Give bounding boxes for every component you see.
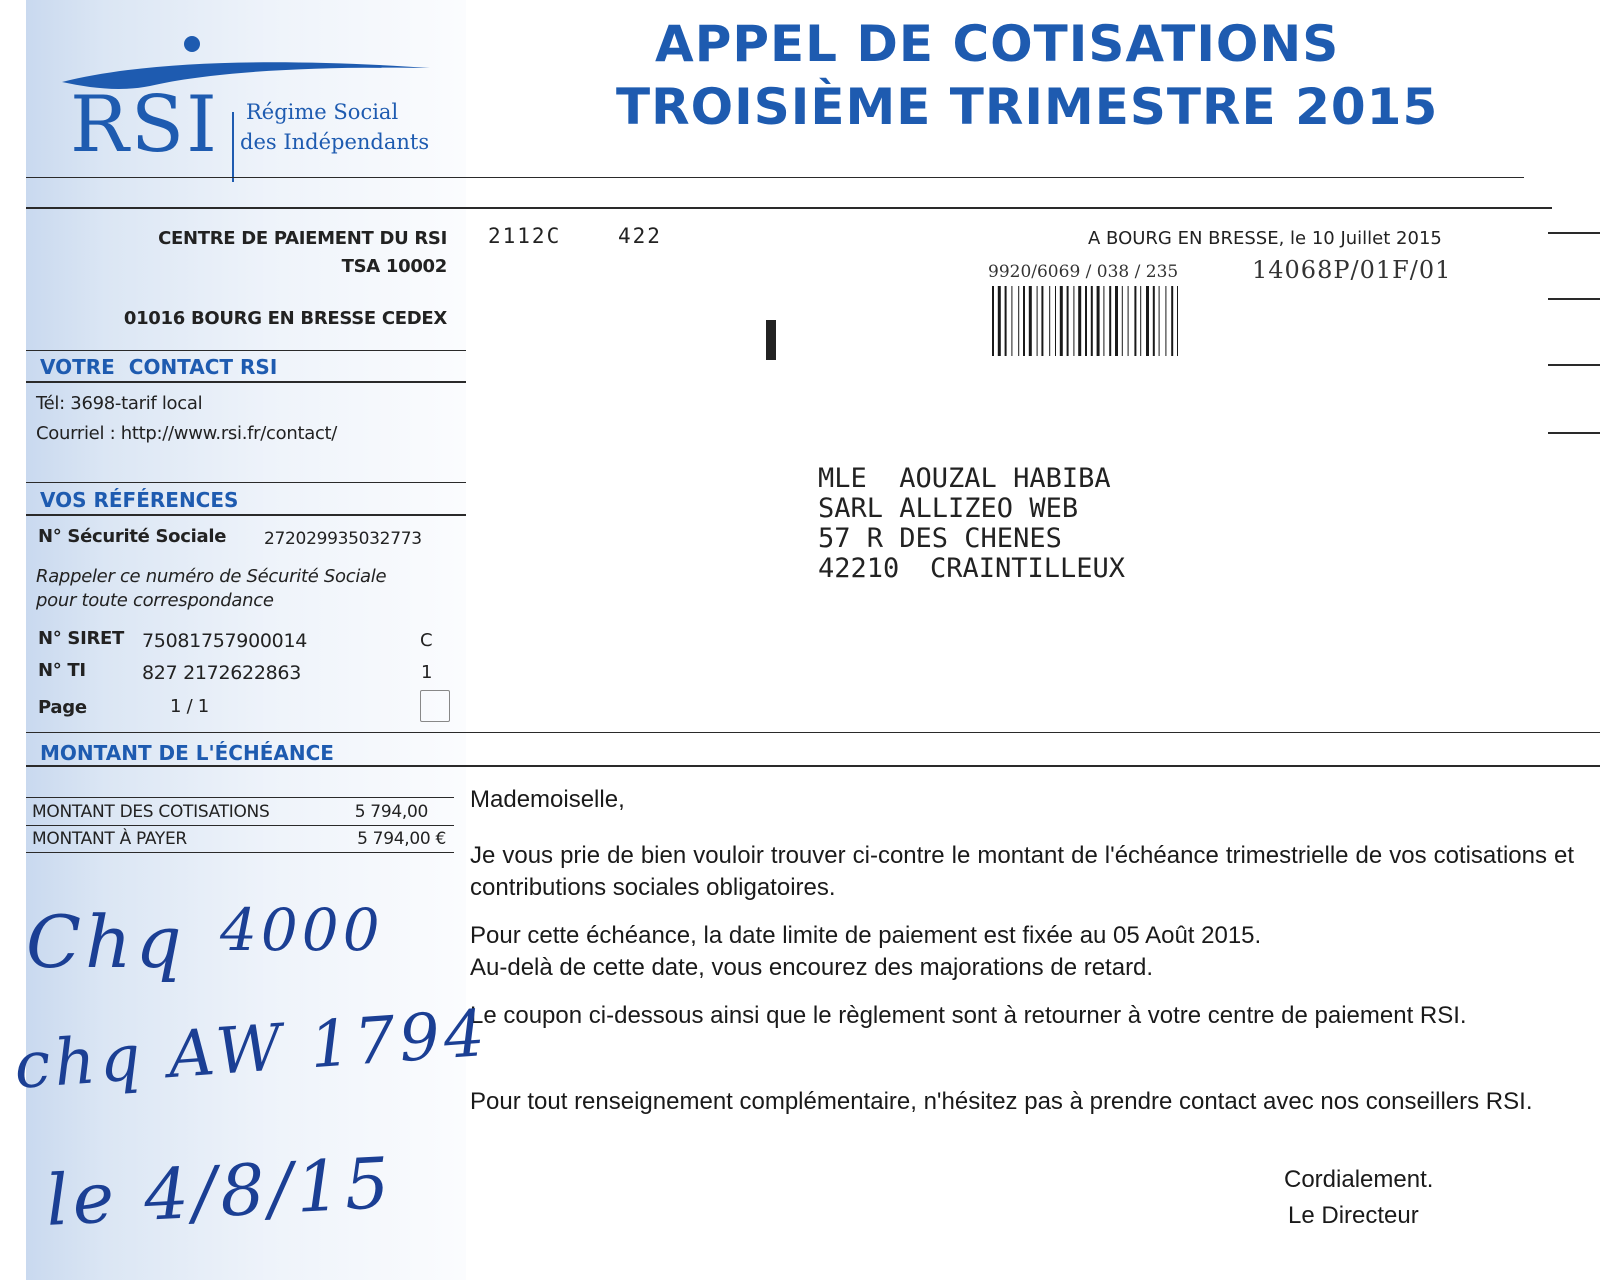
rsi-logo — [60, 30, 450, 180]
reference-code: 14068P/01F/01 — [1252, 256, 1452, 284]
barcode-bar — [1041, 286, 1043, 356]
references-rule-bottom — [26, 514, 466, 516]
barcode-bar — [1122, 286, 1123, 356]
contrib-value: 5 794,00 — [354, 802, 428, 822]
page-label: Page — [38, 697, 87, 718]
barcode-bar — [1073, 286, 1074, 356]
barcode-bar — [1049, 286, 1050, 356]
sender-tsa: TSA 10002 — [341, 256, 447, 277]
barcode-bar — [1115, 286, 1118, 356]
letter-paragraph-2-line2: Au-delà de cette date, vous encourez des majorations de retard. — [470, 954, 1154, 981]
barcode-bar — [1029, 286, 1032, 356]
ti-label: N° TI — [38, 660, 86, 681]
handwritten-date: le 4/8/15 — [44, 1141, 396, 1242]
letter-closing: Cordialement. — [1284, 1166, 1434, 1193]
margin-tick-1 — [1548, 232, 1600, 234]
ss-label: N° Sécurité Sociale — [38, 526, 227, 547]
amount-rule-bottom — [26, 765, 1600, 767]
references-heading: VOS RÉFÉRENCES — [40, 488, 239, 512]
barcode-bar — [1128, 286, 1129, 356]
barcode-bar — [1140, 286, 1141, 356]
place-date: A BOURG EN BRESSE, le 10 Juillet 2015 — [1088, 228, 1442, 249]
margin-tick-4 — [1548, 432, 1600, 434]
barcode-bar — [1171, 286, 1173, 356]
logo-line1: Régime Social — [246, 100, 399, 124]
contact-rule-bottom — [26, 381, 466, 383]
barcode-bar — [1078, 286, 1081, 356]
code-1: 2112C — [488, 224, 562, 248]
contact-phone: Tél: 3698-tarif local — [36, 393, 203, 414]
barcode-bar — [1018, 286, 1019, 356]
letter-paragraph-3: Le coupon ci-dessous ainsi que le règlement sont à retourner à votre centre de paiement RSI. — [470, 1002, 1467, 1029]
mail-mark — [766, 320, 776, 360]
letter-signature: Le Directeur — [1288, 1202, 1419, 1229]
recipient-city: CRAINTILLEUX — [930, 553, 1126, 584]
handwritten-cheque-label: Chq — [26, 900, 186, 984]
reference-numbers: 9920/6069 / 038 / 235 — [988, 262, 1179, 282]
handwritten-cheque-amount: 4000 — [220, 896, 384, 964]
top-rule-2 — [26, 207, 1552, 209]
contact-email: Courriel : http://www.rsi.fr/contact/ — [36, 423, 338, 444]
logo-divider — [232, 112, 234, 182]
amount-table-rule-3 — [26, 852, 454, 853]
page-title-line1: APPEL DE COTISATIONS — [655, 15, 1340, 73]
logo-line2: des Indépendants — [240, 130, 430, 154]
page-value: 1 / 1 — [170, 696, 209, 717]
margin-tick-2 — [1548, 298, 1600, 300]
barcode-bar — [1055, 286, 1056, 356]
letter-paragraph-4: Pour tout renseignement complémentaire, n'hésitez pas à prendre contact avec nos conseillers RSI. — [470, 1088, 1533, 1115]
barcode-bar — [1091, 286, 1093, 356]
ss-note-line2: pour toute correspondance — [36, 590, 274, 611]
barcode-bar — [1159, 286, 1160, 356]
pay-label: MONTANT À PAYER — [32, 829, 187, 849]
barcode-bar — [1153, 286, 1155, 356]
amount-table-rule-1 — [26, 797, 454, 798]
barcode-bar — [1177, 286, 1178, 356]
barcode-bar — [1165, 286, 1166, 356]
page-title-line2: TROISIÈME TRIMESTRE 2015 — [616, 78, 1439, 136]
contrib-label: MONTANT DES COTISATIONS — [32, 802, 270, 822]
letter-greeting: Mademoiselle, — [470, 786, 625, 813]
handwritten-cheque-number: chq AW 1794 — [12, 996, 492, 1104]
barcode-bar — [1085, 286, 1087, 356]
letter-paragraph-1: Je vous prie de bien vouloir trouver ci-contre le montant de l'échéance trimestrielle de vos cotisations et contributions sociales obligatoires. — [470, 842, 1574, 901]
barcode-bar — [1103, 286, 1104, 356]
amount-rule-top — [26, 732, 1600, 733]
barcode-bar — [1023, 286, 1025, 356]
barcode-bar — [1109, 286, 1111, 356]
recipient-zip: 42210 — [818, 553, 900, 584]
barcode-bar — [1146, 286, 1149, 356]
barcode-bar — [1134, 286, 1136, 356]
sender-city: 01016 BOURG EN BRESSE CEDEX — [123, 308, 447, 329]
siret-label: N° SIRET — [38, 628, 125, 649]
margin-tick-3 — [1548, 364, 1600, 366]
barcode-icon — [992, 286, 1252, 356]
logo-acronym: RSI — [70, 80, 219, 170]
code-2: 422 — [618, 224, 662, 248]
letter-paragraph-2-line1: Pour cette échéance, la date limite de paiement est fixée au 05 Août 2015. — [470, 922, 1262, 949]
siret-flag: C — [420, 630, 433, 651]
recipient-line3: 57 R DES CHENES — [818, 523, 1062, 554]
ss-value: 272029935032773 — [264, 529, 422, 549]
barcode-bar — [992, 286, 994, 356]
barcode-bar — [1067, 286, 1069, 356]
references-rule-top — [26, 482, 466, 483]
barcode-bar — [1005, 286, 1007, 356]
contact-heading: VOTRE CONTACT RSI — [40, 355, 278, 379]
barcode-bar — [1011, 286, 1012, 356]
ti-flag: 1 — [421, 662, 433, 683]
siret-value: 75081757900014 — [142, 630, 308, 652]
top-rule-1 — [26, 177, 1524, 178]
barcode-bar — [998, 286, 1001, 356]
barcode-bar — [1097, 286, 1100, 356]
recipient-line2: SARL ALLIZEO WEB — [818, 493, 1079, 524]
ti-value: 827 2172622863 — [142, 662, 301, 684]
page-checkbox[interactable] — [420, 690, 450, 722]
barcode-bar — [1060, 286, 1063, 356]
sender-name: CENTRE DE PAIEMENT DU RSI — [158, 228, 447, 249]
barcode-bar — [1037, 286, 1038, 356]
contact-rule-top — [26, 350, 466, 351]
pay-value: 5 794,00 € — [357, 829, 446, 849]
ss-note-line1: Rappeler ce numéro de Sécurité Sociale — [36, 566, 387, 587]
amount-heading: MONTANT DE L'ÉCHÉANCE — [40, 741, 334, 765]
recipient-line1: MLE AOUZAL HABIBA — [818, 463, 1111, 494]
